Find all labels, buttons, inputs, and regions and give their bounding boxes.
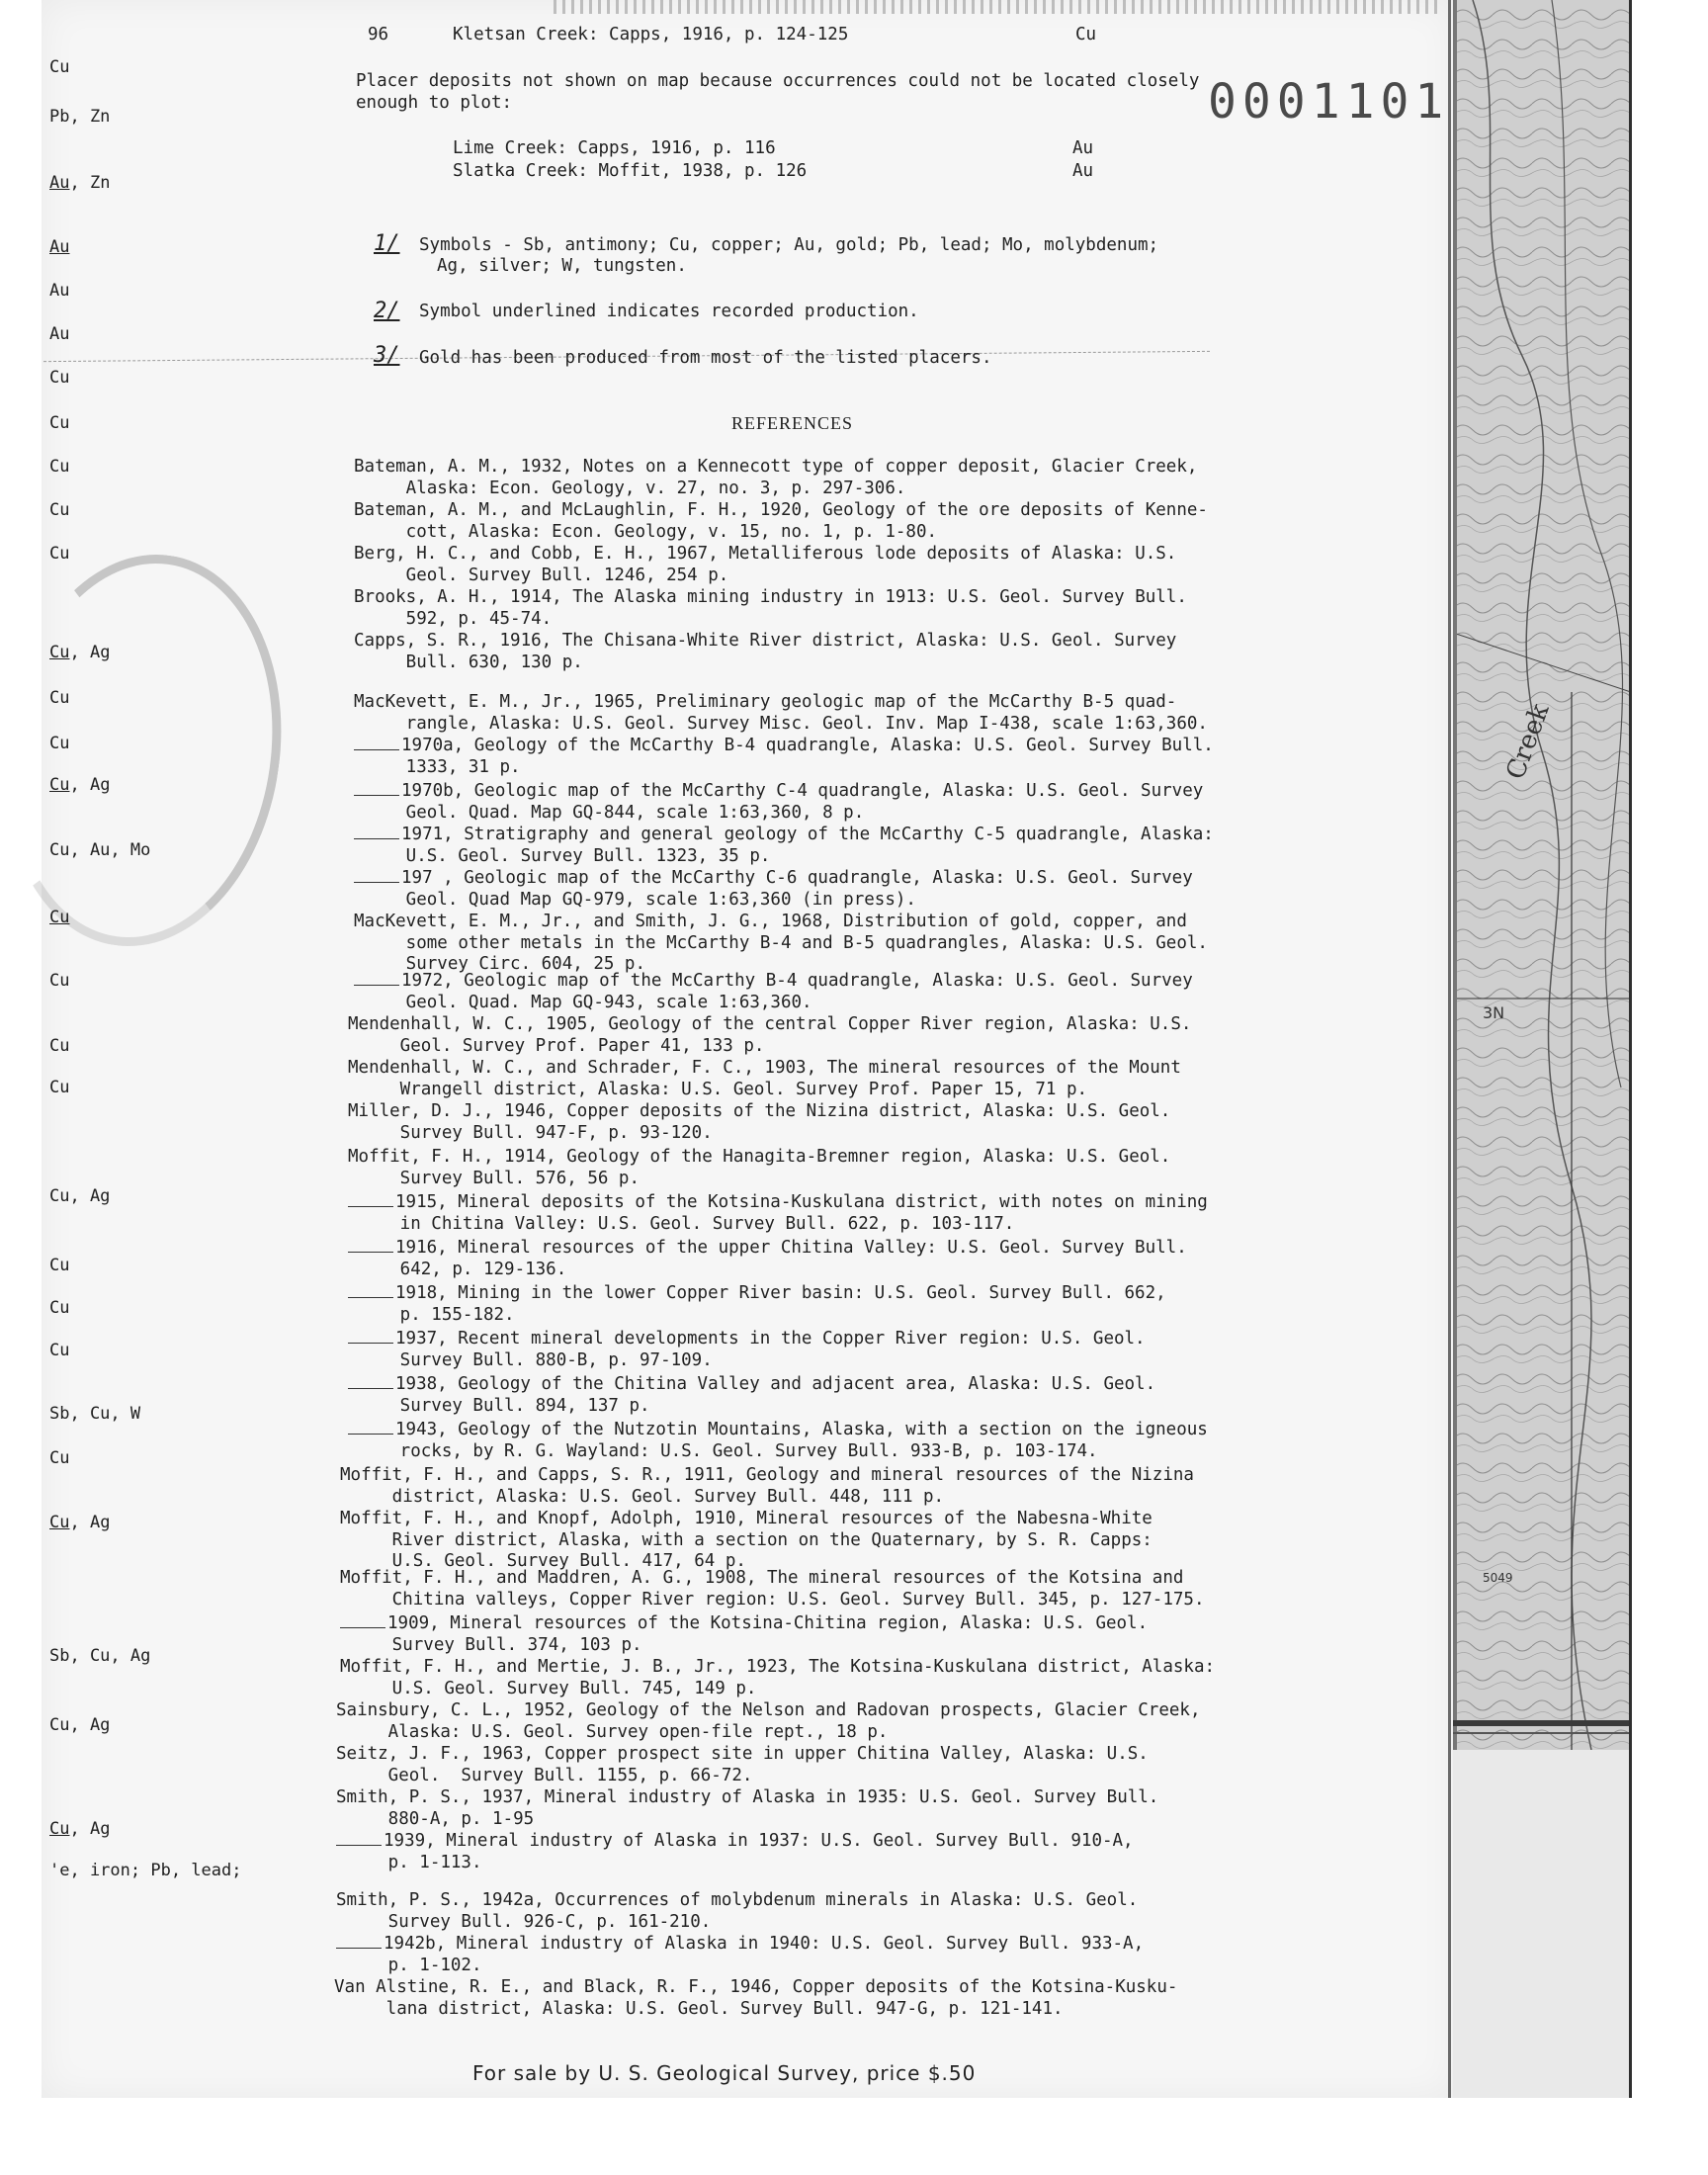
reference-line: Mendenhall, W. C., 1905, Geology of the central Copper River region, Alaska: U.S.: [348, 1014, 1192, 1034]
reference-entry: [354, 781, 1203, 824]
ditto-dash: [348, 1206, 393, 1207]
reference-line: Mendenhall, W. C., and Schrader, F. C., 1903, The mineral resources of the Mount: [348, 1058, 1181, 1078]
reference-line: p. 1-113.: [336, 1852, 482, 1872]
reference-line: 880-A, p. 1-95: [336, 1808, 535, 1829]
reference-line: 1937, Recent mineral developments in the Copper River region: U.S. Geol.: [348, 1329, 1146, 1350]
scan-artifact: [554, 0, 1443, 14]
reference-line: 1971, Stratigraphy and general geology of the McCarthy C-5 quadrangle, Alaska:: [354, 825, 1214, 846]
reference-line: Sainsbury, C. L., 1952, Geology of the Nelson and Radovan prospects, Glacier Creek,: [336, 1700, 1201, 1720]
ditto-dash: [348, 1434, 393, 1435]
reference-entry: [340, 1509, 1153, 1573]
left-symbol-entry: Cu: [49, 734, 70, 753]
reference-line: 1970b, Geologic map of the McCarthy C-4 quadrangle, Alaska: U.S. Geol. Survey: [354, 781, 1203, 803]
reference-line: 1918, Mining in the lower Copper River basin: U.S. Geol. Survey Bull. 662,: [348, 1283, 1166, 1305]
left-symbol-entry: Au: [49, 237, 70, 257]
reference-line: Geol. Survey Bull. 1155, p. 66-72.: [336, 1765, 753, 1785]
reference-entry: [354, 587, 1187, 630]
left-symbol-entry: Au: [49, 281, 70, 301]
ditto-dash: [348, 1297, 393, 1298]
left-symbol-entry: Cu: [49, 1341, 70, 1360]
reference-line: U.S. Geol. Survey Bull. 745, 149 p.: [340, 1678, 757, 1698]
left-symbol-entry: Sb, Cu, Ag: [49, 1646, 151, 1666]
reference-entry: [348, 1101, 1170, 1144]
placer-intro-line1: Placer deposits not shown on map because occurrences could not be located closely: [356, 71, 1200, 91]
reference-entry: [348, 1283, 1166, 1326]
map-edge: [1629, 0, 1632, 2098]
reference-line: Wrangell district, Alaska: U.S. Geol. Survey Prof. Paper 15, 71 p.: [348, 1079, 1088, 1099]
reference-line: Survey Bull. 926-C, p. 161-210.: [336, 1911, 712, 1932]
reference-line: Bateman, A. M., and McLaughlin, F. H., 1920, Geology of the ore deposits of Kenne-: [354, 500, 1208, 520]
reference-entry: [348, 1238, 1187, 1280]
left-symbol-entry: Sb, Cu, W: [49, 1404, 141, 1424]
left-symbol-entry: Cu, Ag: [49, 1513, 111, 1532]
reference-line: Moffit, F. H., and Mertie, J. B., Jr., 1923, The Kotsina-Kuskulana district, Alaska:: [340, 1657, 1216, 1677]
ditto-dash: [348, 1388, 393, 1389]
reference-line: Berg, H. C., and Cobb, E. H., 1967, Metalliferous lode deposits of Alaska: U.S.: [354, 544, 1177, 564]
reference-line: p. 155-182.: [348, 1304, 515, 1325]
map-border-thin: [1453, 1732, 1631, 1734]
left-symbol-entry: Cu: [49, 971, 70, 991]
reference-entry: [348, 1420, 1208, 1462]
reference-line: U.S. Geol. Survey Bull. 1323, 35 p.: [354, 845, 771, 866]
reference-line: Van Alstine, R. E., and Black, R. F., 1946, Copper deposits of the Kotsina-Kusku-: [334, 1977, 1178, 1997]
left-symbol-entry: Cu: [49, 368, 70, 388]
reference-line: Survey Bull. 947-F, p. 93-120.: [348, 1122, 713, 1143]
reference-entry: [354, 912, 1208, 976]
reference-line: 1942b, Mineral industry of Alaska in 1940: U.S. Geol. Survey Bull. 933-A,: [336, 1934, 1144, 1956]
reference-line: Seitz, J. F., 1963, Copper prospect site in upper Chitina Valley, Alaska: U.S.: [336, 1744, 1149, 1764]
reference-line: MacKevett, E. M., Jr., 1965, Preliminary geologic map of the McCarthy B-5 quad-: [354, 692, 1177, 712]
placer-intro-line2: enough to plot:: [356, 93, 513, 113]
footnote-text: Gold has been produced from most of the listed placers.: [419, 348, 992, 368]
ditto-dash: [336, 1845, 382, 1846]
left-symbol-entry: Cu: [49, 1448, 70, 1468]
placer-item-name: Slatka Creek: Moffit, 1938, p. 126: [453, 161, 808, 181]
reference-line: 1915, Mineral deposits of the Kotsina-Kuskulana district, with notes on mining: [348, 1192, 1208, 1214]
left-symbol-entry: Cu, Ag: [49, 1819, 111, 1839]
reference-entry: [340, 1613, 1148, 1656]
map-margin: [1453, 1750, 1631, 2098]
reference-line: Smith, P. S., 1942a, Occurrences of molybdenum minerals in Alaska: U.S. Geol.: [336, 1890, 1139, 1910]
footnote-mark: 1/: [374, 231, 400, 256]
reference-line: Geol. Survey Prof. Paper 41, 133 p.: [348, 1035, 765, 1056]
reference-line: Chitina valleys, Copper River region: U.S. Geol. Survey Bull. 345, p. 127-175.: [340, 1589, 1205, 1610]
reference-entry: [336, 1934, 1144, 1976]
reference-line: 1970a, Geology of the McCarthy B-4 quadrangle, Alaska: U.S. Geol. Survey Bull.: [354, 736, 1214, 757]
reference-line: Survey Circ. 604, 25 p.: [354, 954, 646, 974]
reference-line: 1938, Geology of the Chitina Valley and adjacent area, Alaska: U.S. Geol.: [348, 1374, 1155, 1396]
ditto-dash: [354, 985, 399, 986]
document-stamp-number: 0001101: [1208, 74, 1450, 130]
left-symbol-entry: Cu, Ag: [49, 775, 111, 795]
reference-line: River district, Alaska, with a section on the Quaternary, by S. R. Capps:: [340, 1529, 1153, 1550]
left-symbol-entry: Cu: [49, 57, 70, 77]
reference-line: Moffit, F. H., and Knopf, Adolph, 1910, Mineral resources of the Nabesna-White: [340, 1509, 1153, 1528]
header-symbol: Cu: [1075, 25, 1097, 44]
reference-line: district, Alaska: U.S. Geol. Survey Bull. 448, 111 p.: [340, 1486, 945, 1507]
reference-entry: [340, 1568, 1204, 1610]
placer-item-name: Lime Creek: Capps, 1916, p. 116: [453, 138, 776, 158]
ditto-dash: [354, 749, 399, 750]
page-edge: [1448, 0, 1451, 2098]
reference-entry: [334, 1977, 1177, 2020]
reference-line: Geol. Quad. Map GQ-943, scale 1:63,360.: [354, 992, 812, 1012]
reference-entry: [340, 1657, 1215, 1699]
reference-entry: [348, 1374, 1155, 1417]
left-symbol-entry: Cu: [49, 1256, 70, 1275]
ditto-dash: [354, 838, 399, 839]
reference-entry: [354, 544, 1176, 586]
ditto-dash: [354, 882, 399, 883]
reference-line: 1939, Mineral industry of Alaska in 1937: U.S. Geol. Survey Bull. 910-A,: [336, 1831, 1134, 1853]
reference-line: Moffit, F. H., and Capps, S. R., 1911, Geology and mineral resources of the Nizina: [340, 1465, 1194, 1485]
left-symbol-entry: Au: [49, 324, 70, 344]
reference-line: cott, Alaska: Econ. Geology, v. 15, no. 1, p. 1-80.: [354, 521, 938, 542]
header-number: 96: [368, 25, 389, 44]
reference-line: Miller, D. J., 1946, Copper deposits of the Nizina district, Alaska: U.S. Geol.: [348, 1101, 1171, 1121]
left-symbol-entry: Cu, Ag: [49, 643, 111, 662]
reference-line: 1909, Mineral resources of the Kotsina-Chitina region, Alaska: U.S. Geol.: [340, 1613, 1148, 1635]
reference-line: Geol. Quad Map GQ-979, scale 1:63,360 (in press).: [354, 889, 916, 910]
ditto-dash: [336, 1948, 382, 1949]
left-symbol-entry: Cu: [49, 908, 70, 927]
reference-line: p. 1-102.: [336, 1955, 482, 1975]
ditto-dash: [348, 1343, 393, 1344]
left-symbol-entry: Cu: [49, 500, 70, 520]
reference-line: Capps, S. R., 1916, The Chisana-White River district, Alaska: U.S. Geol. Survey: [354, 631, 1177, 651]
reference-line: 1333, 31 p.: [354, 756, 521, 777]
reference-line: rocks, by R. G. Wayland: U.S. Geol. Survey Bull. 933-B, p. 103-174.: [348, 1440, 1098, 1461]
map-label-grid: 3N: [1483, 1003, 1505, 1022]
reference-line: Alaska: U.S. Geol. Survey open-file rept., 18 p.: [336, 1721, 889, 1742]
reference-line: Brooks, A. H., 1914, The Alaska mining industry in 1913: U.S. Geol. Survey Bull.: [354, 587, 1187, 607]
reference-entry: [348, 1147, 1170, 1189]
footnote-text: Symbols - Sb, antimony; Cu, copper; Au, gold; Pb, lead; Mo, molybdenum;: [419, 235, 1159, 255]
reference-entry: [336, 1890, 1138, 1933]
reference-entry: [336, 1787, 1158, 1830]
left-symbol-entry: 'e, iron; Pb, lead;: [49, 1861, 242, 1880]
reference-line: Smith, P. S., 1937, Mineral industry of Alaska in 1935: U.S. Geol. Survey Bull.: [336, 1787, 1159, 1807]
reference-entry: [348, 1058, 1181, 1100]
reference-entry: [354, 868, 1193, 911]
left-symbol-entry: Cu, Ag: [49, 1715, 111, 1735]
reference-entry: [354, 971, 1193, 1013]
reference-entry: [354, 631, 1176, 673]
reference-line: in Chitina Valley: U.S. Geol. Survey Bull. 622, p. 103-117.: [348, 1213, 1015, 1234]
reference-line: 1916, Mineral resources of the upper Chitina Valley: U.S. Geol. Survey Bull.: [348, 1238, 1187, 1260]
ditto-dash: [348, 1252, 393, 1253]
reference-entry: [354, 500, 1208, 543]
reference-line: MacKevett, E. M., Jr., and Smith, J. G., 1968, Distribution of gold, copper, and: [354, 912, 1187, 931]
footnote-mark: 3/: [374, 343, 400, 368]
reference-line: 1943, Geology of the Nutzotin Mountains, Alaska, with a section on the igneous: [348, 1420, 1208, 1441]
left-symbol-entry: Cu: [49, 1036, 70, 1056]
reference-line: 197 , Geologic map of the McCarthy C-6 quadrangle, Alaska: U.S. Geol. Survey: [354, 868, 1193, 890]
reference-entry: [354, 457, 1197, 499]
reference-entry: [340, 1465, 1194, 1508]
reference-line: Moffit, F. H., 1914, Geology of the Hanagita-Bremner region, Alaska: U.S. Geol.: [348, 1147, 1171, 1167]
footnote-text: Symbol underlined indicates recorded production.: [419, 302, 919, 321]
reference-line: U.S. Geol. Survey Bull. 417, 64 p.: [340, 1551, 746, 1571]
reference-line: Geol. Survey Bull. 1246, 254 p.: [354, 565, 729, 585]
footer-price-note: For sale by U. S. Geological Survey, price $.50: [472, 2061, 977, 2085]
map-contours: [1453, 0, 1631, 1750]
reference-entry: [348, 1192, 1208, 1235]
reference-entry: [336, 1744, 1149, 1786]
left-symbol-entry: Pb, Zn: [49, 107, 111, 127]
reference-line: lana district, Alaska: U.S. Geol. Survey Bull. 947-G, p. 121-141.: [334, 1998, 1064, 2019]
reference-line: Survey Bull. 576, 56 p.: [348, 1168, 640, 1188]
reference-entry: [348, 1329, 1146, 1371]
reference-line: Survey Bull. 894, 137 p.: [348, 1395, 650, 1416]
ditto-dash: [354, 795, 399, 796]
reference-line: Bateman, A. M., 1932, Notes on a Kennecott type of copper deposit, Glacier Creek,: [354, 457, 1198, 477]
reference-entry: [354, 825, 1214, 867]
left-symbol-entry: Cu, Au, Mo: [49, 840, 151, 860]
reference-line: Geol. Quad. Map GQ-844, scale 1:63,360, 8 p.: [354, 802, 865, 823]
reference-line: 592, p. 45-74.: [354, 608, 553, 629]
placer-item-symbol: Au: [1072, 161, 1094, 181]
reference-line: Bull. 630, 130 p.: [354, 652, 583, 672]
reference-line: Alaska: Econ. Geology, v. 27, no. 3, p. 297-306.: [354, 478, 906, 498]
footnote-mark: 2/: [374, 299, 400, 323]
left-symbol-entry: Cu: [49, 544, 70, 564]
left-symbol-entry: Cu: [49, 413, 70, 433]
reference-line: Moffit, F. H., and Maddren, A. G., 1908, The mineral resources of the Kotsina and: [340, 1568, 1184, 1588]
map-label-elevation: 5049: [1483, 1571, 1513, 1585]
reference-entry: [354, 692, 1208, 735]
reference-line: rangle, Alaska: U.S. Geol. Survey Misc. Geol. Inv. Map I-438, scale 1:63,360.: [354, 713, 1208, 734]
left-symbol-entry: Cu: [49, 1078, 70, 1097]
reference-line: 1972, Geologic map of the McCarthy B-4 quadrangle, Alaska: U.S. Geol. Survey: [354, 971, 1193, 993]
footnote-text-cont: Ag, silver; W, tungsten.: [437, 256, 687, 276]
reference-line: some other metals in the McCarthy B-4 and B-5 quadrangles, Alaska: U.S. Geol.: [354, 932, 1208, 953]
left-symbol-entry: Cu: [49, 688, 70, 708]
header-entry: Kletsan Creek: Capps, 1916, p. 124-125: [453, 25, 849, 44]
ditto-dash: [340, 1627, 385, 1628]
reference-line: Survey Bull. 374, 103 p.: [340, 1634, 642, 1655]
references-heading: REFERENCES: [731, 413, 854, 433]
reference-entry: [336, 1831, 1134, 1873]
left-symbol-entry: Cu: [49, 1298, 70, 1318]
left-symbol-entry: Cu, Ag: [49, 1186, 111, 1206]
left-symbol-entry: Cu: [49, 457, 70, 477]
reference-entry: [336, 1700, 1200, 1743]
placer-item-symbol: Au: [1072, 138, 1094, 158]
reference-line: Survey Bull. 880-B, p. 97-109.: [348, 1349, 713, 1370]
reference-entry: [348, 1014, 1191, 1057]
map-label-creek: Creek: [1500, 700, 1556, 784]
topographic-map-strip: [1453, 0, 1631, 1750]
left-symbol-entry: Au, Zn: [49, 173, 111, 193]
reference-entry: [354, 736, 1214, 778]
reference-line: 642, p. 129-136.: [348, 1259, 567, 1279]
map-border: [1453, 1720, 1631, 1726]
